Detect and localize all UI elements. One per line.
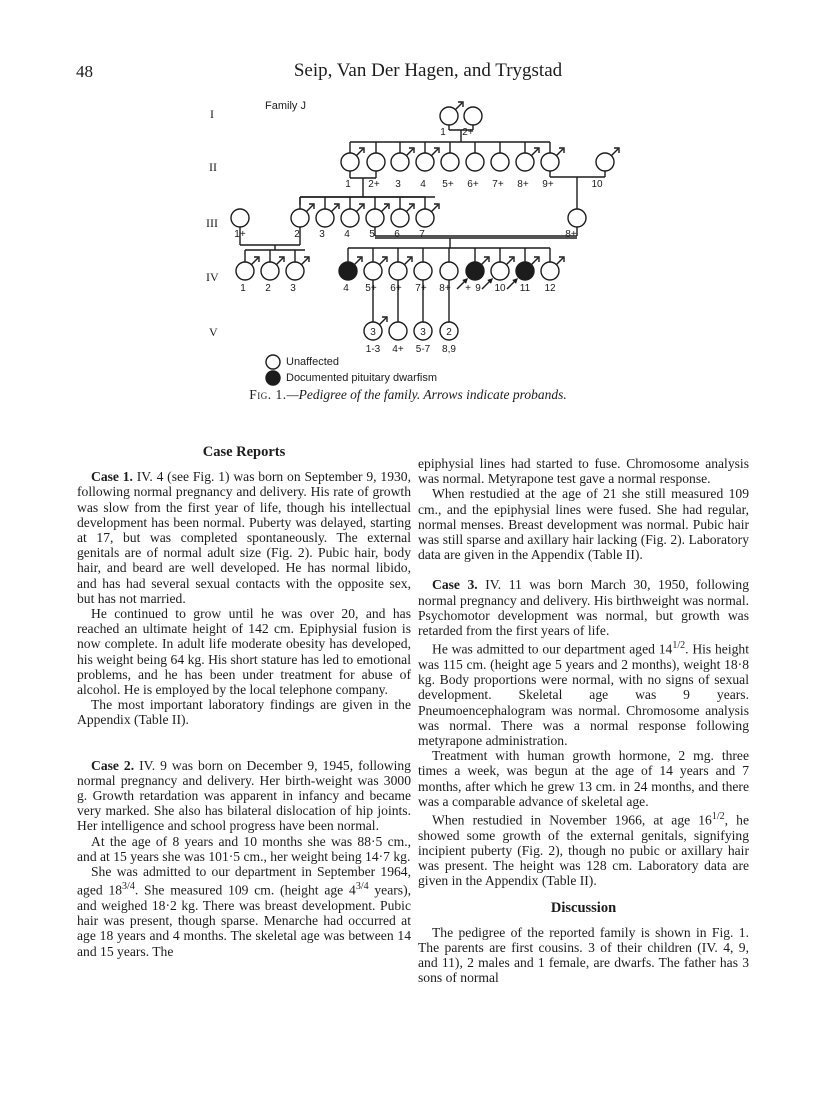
case3-paragraph	[418, 577, 749, 638]
fraction: 3/4	[355, 881, 369, 893]
unaffected-individual	[466, 153, 484, 171]
sibship-count: 3	[370, 327, 376, 338]
case2-paragraph	[77, 758, 411, 834]
individual-number: 10	[591, 179, 603, 190]
case3-paragraph-2	[418, 638, 749, 748]
family-label: Family J	[265, 100, 306, 112]
case2-paragraph-2: At the age of 8 years and 10 months she was 88·5 cm., and at 15 years she was 101·5 cm., her weight being 14·7 kg.	[77, 833, 411, 864]
pedigree-line	[301, 258, 308, 265]
individual-number: 1	[345, 179, 351, 190]
unaffected-individual	[231, 209, 249, 227]
individual-number: 7+	[492, 179, 504, 190]
case2-label: Case 2.	[91, 757, 135, 773]
individual-number: 9+	[542, 179, 554, 190]
case2-text: IV. 9 was born on December 9, 1945, following normal pregnancy and delivery. Her birth-weight was 3000 g. Growth retardation was apparent in infancy and became very marked. She also has bilateral dislocation of hip joints. Her intelligence and school progress have been normal.	[77, 757, 411, 834]
individual-number: 7	[419, 229, 425, 240]
individual-number: 3	[290, 283, 296, 294]
individual-number: 12	[544, 283, 556, 294]
case1-text: IV. 4 (see Fig. 1) was born on September 9, 1930, following normal pregnancy and delivery. His rate of growth was slow from the first year of life, though his intellectual development has been normal. Puberty was delayed, starting at 17, but was completed spontaneously. The external genitals are of normal adult size (Fig. 2). Pubic hair, body hair, and beard are well developed. He has normal libido, and has had several sexual contacts with the opposite sex, but has not married.	[77, 469, 411, 606]
case1-label: Case 1.	[91, 469, 133, 485]
individual-number: 8+	[517, 179, 529, 190]
individual-number: 2	[294, 229, 300, 240]
individual-number: 5+	[365, 283, 377, 294]
individual-number: 6	[394, 229, 400, 240]
individual-number: 6+	[467, 179, 479, 190]
gen-label-V: V	[209, 325, 218, 339]
unaffected-individual	[491, 153, 509, 171]
pedigree-line	[406, 205, 413, 212]
unaffected-individual	[414, 262, 432, 280]
legend-affected-symbol	[266, 371, 280, 385]
case1-paragraph-2: He continued to grow until he was over 20, and has reached an ultimate height of 142 cm. Epiphysial fusion is now complete. In adult life moderate obesity has developed, his weight being 64 kg. His short stature has led to emotional problems, and he has been under treatment for abuse of alcohol. He is employed by the local telephone company.	[77, 606, 411, 698]
individual-number: 5-7	[415, 344, 431, 355]
left-column	[77, 445, 411, 959]
individual-number: 1-3	[365, 344, 381, 355]
running-head: Seip, Van Der Hagen, and Trygstad	[293, 60, 563, 81]
case3-text-2b: . His height was 115 cm. (height age 5 years and 2 months), weight 18·8 kg. Body proportions were normal, with no signs of sexual development. Skeletal age was 9 years. Pneumoencephalogram was normal. Chromosome analysis was normal. There was a normal response following metyrapone administration.	[418, 641, 749, 748]
pedigree-line	[379, 318, 386, 325]
case3-label: Case 3.	[432, 577, 478, 593]
fraction: 1/2	[672, 640, 686, 652]
unaffected-individual	[441, 153, 459, 171]
discussion-paragraph: The pedigree of the reported family is shown in Fig. 1. The parents are first cousins. 3 of their children (IV. 4, 9, and 11), 2 males and 1 female, are dwarfs. The father has 3 sons of normal	[418, 924, 749, 986]
fraction: 1/2	[711, 811, 725, 822]
individual-number: 8+	[439, 283, 451, 294]
individual-number: 1	[240, 283, 246, 294]
pedigree-line	[306, 205, 313, 212]
case2-text-3b: . She measured 109 cm. (height age 4	[134, 882, 356, 898]
legend-unaffected-symbol	[266, 355, 280, 369]
pedigree-line	[356, 149, 363, 156]
pedigree-line	[531, 258, 538, 265]
individual-number: 3	[395, 179, 401, 190]
pedigree-line	[481, 258, 488, 265]
unaffected-individual	[568, 209, 586, 227]
pedigree-line	[331, 205, 338, 212]
individual-number: 8,9	[442, 344, 456, 355]
pedigree-line	[506, 258, 513, 265]
case3-paragraph-4	[418, 809, 749, 889]
individual-number: 5+	[442, 179, 454, 190]
unaffected-individual	[389, 322, 407, 340]
individual-number: +	[465, 283, 471, 294]
case3-text-2a: He was admitted to our department aged 14	[432, 641, 673, 657]
case2-text-3c: years), and weighed 18·2 kg. There was breast development. Pubic hair was present, though sparse. Menarche had occurred at age 18 years and 4 months. The skeletal age was between 14 and 15 years. The	[77, 882, 411, 959]
proband-arrow	[482, 280, 491, 289]
right-column	[418, 456, 749, 986]
pedigree-line	[404, 258, 411, 265]
pedigree-line	[354, 258, 361, 265]
individual-number: 2+	[368, 179, 380, 190]
individual-number: 2	[265, 283, 271, 294]
individual-number: 5	[369, 229, 375, 240]
individual-number: 1+	[234, 229, 246, 240]
unaffected-individual	[464, 107, 482, 125]
case1-paragraph	[77, 469, 411, 606]
sibship-count: 3	[420, 327, 426, 338]
discussion-heading: Discussion	[550, 899, 617, 916]
pedigree-figure	[200, 90, 620, 390]
pedigree-line	[381, 205, 388, 212]
unaffected-individual	[440, 262, 458, 280]
individual-number: 4+	[392, 344, 404, 355]
unaffected-individual	[367, 153, 385, 171]
individual-number: 1	[440, 127, 446, 138]
pedigree-line	[531, 149, 538, 156]
individual-number: 4	[420, 179, 426, 190]
case3-text-4a: When restudied in November 1966, at age 16	[432, 812, 712, 828]
individual-number: 10	[494, 283, 506, 294]
gen-label-IV: IV	[206, 270, 219, 284]
case2-text-3a: She was admitted to our department in September 1964, aged 18	[77, 864, 411, 898]
figure-caption	[0, 387, 816, 403]
individual-number: 2+	[462, 127, 474, 138]
page-number: 48	[76, 62, 93, 81]
individual-number: 8+	[565, 229, 577, 240]
gen-label-III: III	[206, 216, 218, 230]
pedigree-line	[431, 149, 438, 156]
individual-number: 7+	[415, 283, 427, 294]
pedigree-line	[251, 258, 258, 265]
case2-paragraph-3	[77, 864, 411, 959]
legend-unaffected: Unaffected	[286, 356, 340, 368]
pedigree-line	[556, 258, 563, 265]
pedigree-line	[431, 205, 438, 212]
individual-number: 11	[519, 283, 531, 294]
pedigree-line	[611, 149, 618, 156]
case3-paragraph-3: Treatment with human growth hormone, 2 mg. three times a week, was begun at the age of 14 years and 7 months, after which he grew 13 cm. in 24 months, and there was a comparable advance of skeletal age.	[418, 748, 749, 809]
individual-number: 6+	[390, 283, 402, 294]
sibship-count: 2	[446, 327, 452, 338]
case3-text-4b: , he showed some growth of the external genitals, signifying incipient puberty (Fig. 2), though no pubic or axillary hair was present. The height was 128 cm. Laboratory data are given in the Appendix (Table II).	[418, 812, 749, 889]
proband-arrow	[507, 280, 516, 289]
case1-paragraph-3: The most important laboratory findings are given in the Appendix (Table II).	[77, 697, 411, 728]
gen-label-I: I	[210, 107, 214, 121]
caption-text: —Pedigree of the family. Arrows indicate probands.	[286, 387, 567, 402]
individual-number: 4	[343, 283, 349, 294]
pedigree-line	[356, 205, 363, 212]
case2-continued: epiphysial lines had started to fuse. Chromosome analysis was normal. Metyrapone test gave a normal response.	[418, 456, 749, 487]
case2-restudy-paragraph: When restudied at the age of 21 she still measured 109 cm., and the epiphysial lines were fused. She had regular, normal menses. Breast development was normal. Pubic hair was still sparse and axillary hair lacking (Fig. 2). Laboratory data are given in the Appendix (Table II).	[418, 486, 749, 563]
pedigree-line	[556, 149, 563, 156]
caption-label: Fig. 1.	[249, 387, 287, 402]
pedigree-line	[276, 258, 283, 265]
individual-number: 9	[475, 283, 481, 294]
pedigree-line	[406, 149, 413, 156]
pedigree-line	[379, 258, 386, 265]
pedigree-line	[455, 103, 462, 110]
case3-text: IV. 11 was born March 30, 1950, following normal pregnancy and delivery. His birthweight was normal. Psychomotor development was normal, but growth was retarded from the first years of life.	[418, 577, 749, 639]
legend-affected: Documented pituitary dwarfism	[286, 372, 438, 384]
case-reports-heading: Case Reports	[202, 444, 286, 460]
gen-label-II: II	[209, 160, 217, 174]
individual-number: 4	[344, 229, 350, 240]
individual-number: 3	[319, 229, 325, 240]
fraction: 3/4	[122, 881, 135, 893]
